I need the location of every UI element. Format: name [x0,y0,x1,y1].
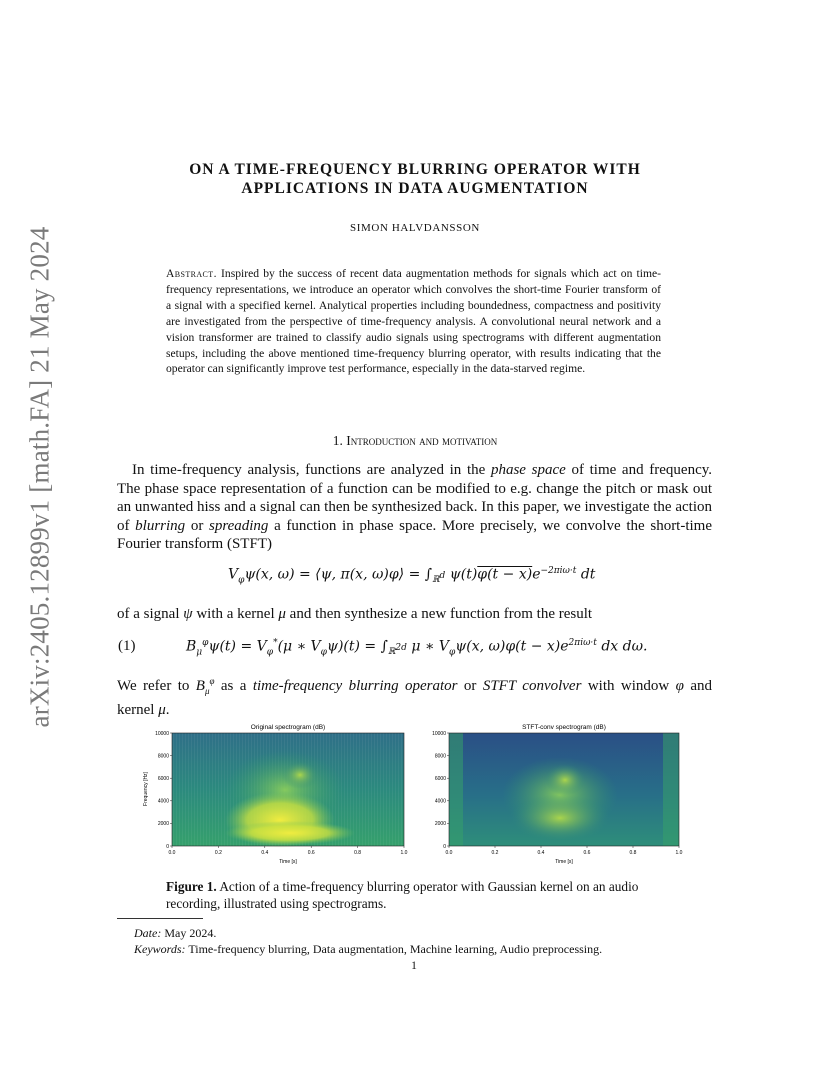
xtick-label: 0.4 [537,850,545,856]
xtick-label: 0.0 [168,850,176,856]
ytick-label: 4000 [434,798,446,805]
abstract-text: Inspired by the success of recent data augmentation methods for signals which act on time-frequency representations, we introduce an operator which convolves the short-time Fourier transform of a signal with a specified kernel. Analytical properties including boundedness, compactness and positivity are investigated from the perspective of time-frequency analysis. A convolutional neural network and a vision transformer are trained to classify audio signals using spectrograms with different augmentation setups, including the above mentioned time-frequency blurring operator, with results indicating that the operator can significantly improve test performance, especially in the data-starved regime. [166,267,661,376]
left-xlabel: Time [s] [279,859,297,865]
ytick-label: 8000 [434,753,446,760]
figure-1 [140,720,695,870]
section-title: Introduction and motivation [346,433,498,448]
intro-paragraph-2: of a signal ψ with a kernel μ and then synthesize a new function from the result [117,606,593,622]
title-line-2: APPLICATIONS IN DATA AUGMENTATION [241,180,589,197]
footnote-date: Date: May 2024. [134,926,217,940]
ytick-label: 6000 [157,776,169,782]
caption-label: Figure 1. [166,879,217,894]
ytick-label: 6000 [434,776,446,782]
page-number: 1 [411,960,417,972]
ytick-label: 2000 [157,821,169,828]
figure-caption [166,878,666,912]
ytick-label: 0 [166,843,169,850]
equation-number: (1) [118,638,136,654]
abstract-heading: Abstract. [166,267,217,280]
ytick-label: 10000 [432,730,446,737]
spectrogram-figure [140,720,695,870]
footnote-keywords: Keywords: Time-frequency blurring, Data augmentation, Machine learning, Audio preprocessing. [134,942,603,956]
arxiv-id: arXiv:2405.12899v1 [math.FA] 21 May 2024 [24,226,55,728]
blurring-operator-equation: $B_\mu^\varphi\psi(t) = V_\varphi^*(\mu$ ∗ $V_\varphi\psi)(t) = \int_{ℝ^{2d}}$ μ ∗ $V_\varphi\psi(x$, $\omega)\varphi(t - x)e^{2\pi i\omega\cdot t}$ dx dω. [186,638,648,658]
intro-paragraph-3: We refer to $B_\mu^\varphi$ as a time-frequency blurring operator or STFT convolver with window φ and kernel μ. [117,676,712,718]
ytick-label: 4000 [157,798,169,805]
xtick-label: 0.8 [354,850,362,856]
paper-title [120,160,710,198]
xtick-label: 0.2 [214,850,222,856]
intro-paragraph-1: In time-frequency analysis, functions are analyzed in the phase space of time and frequency. The phase space representation of a function can be modified to e.g. change the pitch or mask out an unwanted hiss and a signal can then be synthesized back. In this paper, we investigate the action of blurring or spreading a function in phase space. More precisely, we convolve the short-time Fourier transform (STFT) [117,462,713,553]
xtick-label: 0.8 [629,850,637,856]
xtick-label: 1.0 [675,850,683,856]
ytick-label: 8000 [157,753,169,760]
caption-text: Action of a time-frequency blurring operator with Gaussian kernel on an audio recording, illustrated using spectrograms. [166,879,639,911]
arxiv-sidebar [18,226,62,728]
xtick-label: 0.2 [491,850,499,856]
author: SIMON HALVDANSSON [350,222,480,234]
xtick-label: 0.6 [583,850,591,856]
xtick-label: 0.4 [261,850,269,856]
section-heading [120,433,710,449]
xtick-label: 0.0 [445,850,453,856]
left-chart-title: Original spectrogram (dB) [250,724,326,731]
abstract [166,266,661,377]
footnote-rule [117,918,203,919]
right-xlabel: Time [s] [555,859,573,865]
xtick-label: 0.6 [307,850,315,856]
xtick-label: 1.0 [400,850,408,856]
ytick-label: 10000 [155,730,169,737]
ytick-label: 2000 [434,821,446,828]
stft-equation: $V_\varphi\psi(x$, ω) = ⟨ψ, π(x, ω)φ⟩ = $\int_{ℝ^d}$ $\psi(t)\varphi(t - x)e^{-2\pi i\omega\cdot t}$ dt [228,566,596,586]
left-ylabel: Frequency [Hz] [143,772,149,806]
right-chart-title: STFT-conv spectrogram (dB) [522,724,606,731]
section-number: 1. [332,433,343,448]
ytick-label: 0 [443,843,446,850]
title-line-1: ON A TIME-FREQUENCY BLURRING OPERATOR WITH [189,161,641,178]
